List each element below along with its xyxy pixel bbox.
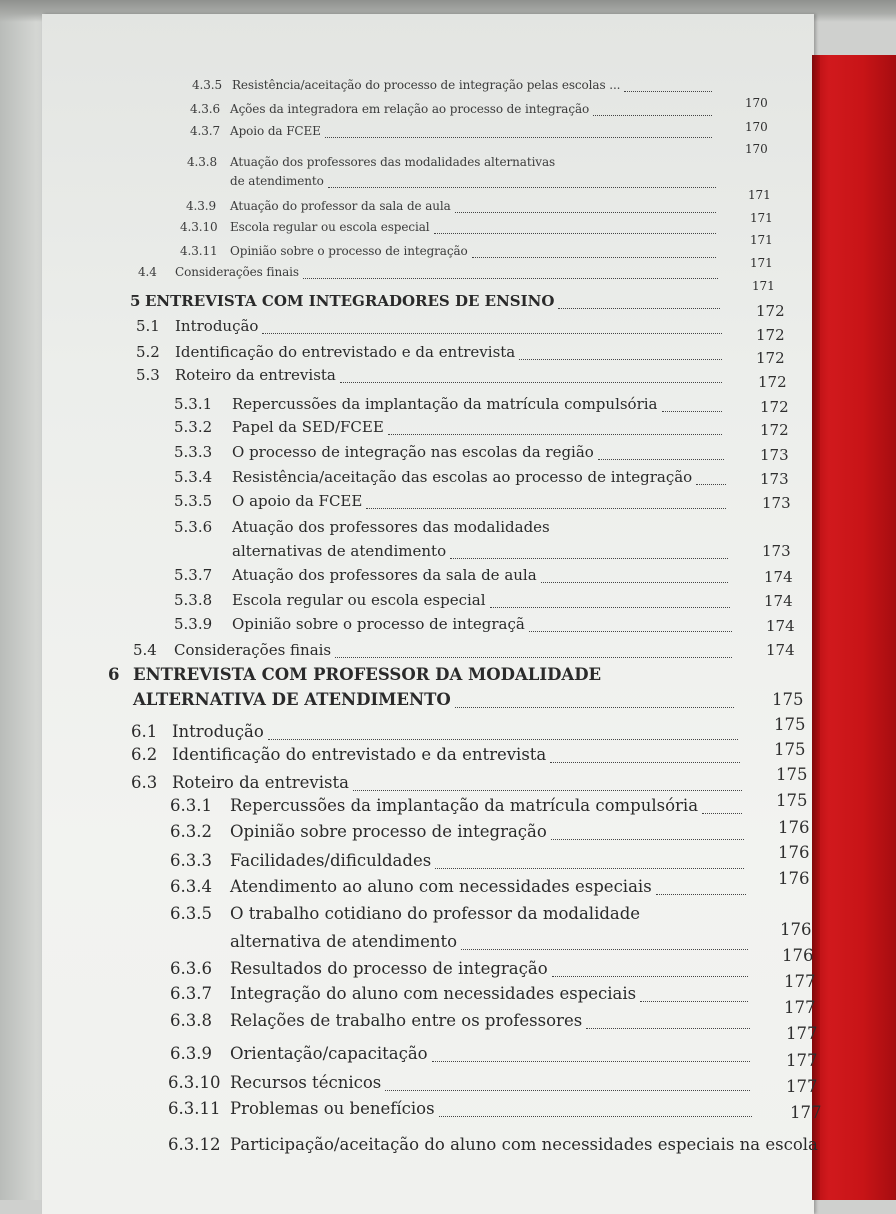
toc-entry-title: Identificação do entrevistado e da entrevista bbox=[175, 343, 516, 361]
toc-entry-number: 5 bbox=[130, 292, 141, 310]
toc-entry-title: Opinião sobre o processo de integração bbox=[230, 244, 468, 258]
toc-entry-page-number: 174 bbox=[764, 592, 793, 610]
toc-entry-number: 6.3.9 bbox=[170, 1044, 212, 1063]
toc-entry-page-number: 173 bbox=[760, 446, 789, 464]
toc-entry-page-number: 170 bbox=[745, 96, 768, 110]
toc-entry-number: 4.3.11 bbox=[180, 244, 218, 258]
toc-entry-page-number: 176 bbox=[782, 946, 814, 965]
toc-entry-number: 4.3.7 bbox=[190, 124, 221, 138]
toc-entry-page-number: 170 bbox=[745, 120, 768, 134]
toc-entry-page-number: 171 bbox=[748, 188, 771, 202]
toc-entry-number: 5.3.6 bbox=[174, 518, 213, 536]
toc-entry-title: Identificação do entrevistado e da entrevista bbox=[172, 745, 547, 764]
toc-dot-leader bbox=[268, 739, 738, 740]
toc-entry-title: Roteiro da entrevista bbox=[175, 366, 336, 384]
toc-entry-title: Introdução bbox=[172, 722, 264, 741]
toc-dot-leader bbox=[262, 333, 722, 334]
toc-entry-title: Atendimento ao aluno com necessidades especiais bbox=[230, 877, 652, 896]
toc-dot-leader bbox=[550, 762, 740, 763]
toc-dot-leader bbox=[340, 382, 722, 383]
toc-entry-page-number: 175 bbox=[776, 791, 808, 810]
toc-entry-page-number: 171 bbox=[752, 279, 775, 293]
toc-entry-title: Atuação dos professores da sala de aula bbox=[232, 566, 537, 584]
toc-dot-leader bbox=[598, 459, 724, 460]
toc-dot-leader bbox=[696, 484, 726, 485]
toc-entry-number: 5.3.7 bbox=[174, 566, 213, 584]
toc-entry-title: O trabalho cotidiano do professor da modalidade bbox=[230, 904, 641, 923]
toc-entry-page-number: 170 bbox=[745, 142, 768, 156]
toc-entry-page-number: 177 bbox=[790, 1103, 822, 1122]
toc-entry-title: O processo de integração nas escolas da região bbox=[232, 443, 594, 461]
toc-entry-number: 6 bbox=[108, 665, 120, 684]
toc-entry-title: Resultados do processo de integração bbox=[230, 959, 548, 978]
toc-entry-page-number: 177 bbox=[784, 998, 816, 1017]
toc-entry-number: 6.3.12 bbox=[168, 1135, 221, 1154]
toc-dot-leader bbox=[335, 657, 732, 658]
toc-entry-number: 5.3.9 bbox=[174, 615, 213, 633]
toc-entry-page-number: 177 bbox=[786, 1077, 818, 1096]
toc-entry-number: 5.3.3 bbox=[174, 443, 213, 461]
toc-entry-page-number: 175 bbox=[776, 765, 808, 784]
toc-entry-page-number: 174 bbox=[766, 617, 795, 635]
toc-entry-title: Participação/aceitação do aluno com necessidades especiais na escola bbox=[230, 1135, 818, 1154]
toc-entry-title: Atuação dos professores das modalidades bbox=[232, 518, 550, 536]
toc-dot-leader bbox=[434, 233, 716, 234]
toc-entry-title: O apoio da FCEE bbox=[232, 492, 363, 510]
toc-entry-page-number: 172 bbox=[758, 373, 787, 391]
toc-entry-title: Resistência/aceitação do processo de integração pelas escolas ... bbox=[232, 78, 621, 92]
toc-dot-leader bbox=[519, 359, 722, 360]
toc-entry-title: Repercussões da implantação da matrícula compulsória bbox=[230, 796, 699, 815]
toc-entry-number: 5.3.2 bbox=[174, 418, 213, 436]
toc-entry-number: 6.3.6 bbox=[170, 959, 212, 978]
toc-dot-leader bbox=[472, 257, 716, 258]
toc-dot-leader bbox=[552, 976, 748, 977]
toc-dot-leader bbox=[461, 949, 748, 950]
toc-entry-title-continuation: ALTERNATIVA DE ATENDIMENTO bbox=[133, 690, 451, 709]
toc-dot-leader bbox=[529, 631, 732, 632]
toc-entry-page-number: 173 bbox=[760, 470, 789, 488]
toc-dot-leader bbox=[450, 558, 728, 559]
toc-entry-number: 6.3.11 bbox=[168, 1099, 221, 1118]
toc-entry-number: 4.3.10 bbox=[180, 220, 218, 234]
toc-entry-number: 5.3.4 bbox=[174, 468, 213, 486]
toc-dot-leader bbox=[388, 434, 722, 435]
toc-entry-page-number: 174 bbox=[766, 641, 795, 659]
toc-entry-page-number: 176 bbox=[778, 818, 810, 837]
toc-entry-page-number: 177 bbox=[786, 1051, 818, 1070]
toc-dot-leader bbox=[328, 187, 716, 188]
toc-entry-title: Escola regular ou escola especial bbox=[232, 591, 486, 609]
toc-entry-page-number: 172 bbox=[756, 349, 785, 367]
toc-entry-page-number: 176 bbox=[778, 843, 810, 862]
toc-dot-leader bbox=[366, 508, 726, 509]
toc-entry-number: 5.3.8 bbox=[174, 591, 213, 609]
toc-entry-page-number: 175 bbox=[772, 690, 804, 709]
toc-entry-page-number: 171 bbox=[750, 211, 773, 225]
toc-entry-page-number: 175 bbox=[774, 715, 806, 734]
toc-entry-page-number: 173 bbox=[762, 542, 791, 560]
toc-entry-title-continuation: de atendimento bbox=[230, 174, 324, 188]
toc-entry-title: Repercussões da implantação da matrícula compulsória bbox=[232, 395, 658, 413]
toc-entry-number: 5.3 bbox=[136, 366, 160, 384]
toc-dot-leader bbox=[455, 212, 716, 213]
toc-dot-leader bbox=[455, 707, 734, 708]
toc-entry-title: Resistência/aceitação das escolas ao processo de integração bbox=[232, 468, 693, 486]
toc-entry-number: 4.3.5 bbox=[192, 78, 223, 92]
toc-entry-number: 4.3.8 bbox=[187, 155, 218, 169]
toc-entry-number: 4.4 bbox=[138, 265, 157, 279]
toc-entry-page-number: 176 bbox=[778, 869, 810, 888]
toc-dot-leader bbox=[656, 894, 746, 895]
toc-dot-leader bbox=[325, 137, 712, 138]
toc-entry-number: 6.3.2 bbox=[170, 822, 212, 841]
toc-entry-title: Atuação dos professores das modalidades alternativas bbox=[230, 155, 556, 169]
toc-dot-leader bbox=[624, 91, 712, 92]
toc-dot-leader bbox=[432, 1061, 750, 1062]
toc-entry-number: 4.3.6 bbox=[190, 102, 221, 116]
toc-entry-number: 5.1 bbox=[136, 317, 160, 335]
toc-entry-title: Recursos técnicos bbox=[230, 1073, 382, 1092]
toc-dot-leader bbox=[435, 868, 744, 869]
toc-entry-title: Ações da integradora em relação ao processo de integração bbox=[230, 102, 590, 116]
toc-entry-number: 6.3 bbox=[131, 773, 158, 792]
toc-entry-page-number: 176 bbox=[780, 920, 812, 939]
toc-entry-number: 5.3.1 bbox=[174, 395, 213, 413]
toc-dot-leader bbox=[439, 1116, 752, 1117]
toc-dot-leader bbox=[558, 308, 720, 309]
toc-entry-number: 6.3.8 bbox=[170, 1011, 212, 1030]
toc-entry-title: Introdução bbox=[175, 317, 259, 335]
toc-entry-title: Apoio da FCEE bbox=[230, 124, 321, 138]
toc-entry-title: ENTREVISTA COM PROFESSOR DA MODALIDADE bbox=[133, 665, 602, 684]
toc-entry-title-continuation: alternativa de atendimento bbox=[230, 932, 458, 951]
toc-entry-title-continuation: alternativas de atendimento bbox=[232, 542, 447, 560]
toc-dot-leader bbox=[640, 1001, 748, 1002]
toc-entry-title: Considerações finais bbox=[174, 641, 332, 659]
toc-entry-title: Integração do aluno com necessidades especiais bbox=[230, 984, 637, 1003]
toc-entry-number: 6.3.5 bbox=[170, 904, 212, 923]
toc-entry-page-number: 174 bbox=[764, 568, 793, 586]
toc-entry-page-number: 171 bbox=[750, 256, 773, 270]
toc-entry-number: 6.3.10 bbox=[168, 1073, 221, 1092]
toc-entry-number: 6.3.4 bbox=[170, 877, 212, 896]
toc-dot-leader bbox=[541, 582, 728, 583]
toc-entry-title: Facilidades/dificuldades bbox=[230, 851, 432, 870]
toc-dot-leader bbox=[303, 278, 718, 279]
toc-dot-leader bbox=[385, 1090, 750, 1091]
toc-entry-number: 6.2 bbox=[131, 745, 158, 764]
toc-entry-title: Problemas ou benefícios bbox=[230, 1099, 435, 1118]
toc-entry-number: 6.3.1 bbox=[170, 796, 212, 815]
toc-dot-leader bbox=[490, 607, 730, 608]
toc-entry-number: 5.3.5 bbox=[174, 492, 213, 510]
toc-entry-page-number: 171 bbox=[750, 233, 773, 247]
toc-entry-number: 5.4 bbox=[133, 641, 157, 659]
toc-entry-title: Relações de trabalho entre os professores bbox=[230, 1011, 583, 1030]
toc-entry-number: 4.3.9 bbox=[186, 199, 217, 213]
toc-dot-leader bbox=[586, 1028, 750, 1029]
toc-entry-number: 5.2 bbox=[136, 343, 160, 361]
toc-dot-leader bbox=[551, 839, 744, 840]
toc-dot-leader bbox=[353, 790, 742, 791]
toc-entry-title: Considerações finais bbox=[175, 265, 299, 279]
toc-entry-title: Papel da SED/FCEE bbox=[232, 418, 384, 436]
toc-entry-page-number: 172 bbox=[756, 302, 785, 320]
toc-entry-title: Opinião sobre processo de integração bbox=[230, 822, 547, 841]
toc-entry-page-number: 172 bbox=[760, 398, 789, 416]
toc-dot-leader bbox=[593, 115, 712, 116]
toc-entry-page-number: 177 bbox=[786, 1024, 818, 1043]
toc-entry-number: 6.3.3 bbox=[170, 851, 212, 870]
toc-entry-title: Roteiro da entrevista bbox=[172, 773, 349, 792]
toc-entry-page-number: 173 bbox=[762, 494, 791, 512]
toc-entry-page-number: 175 bbox=[774, 740, 806, 759]
toc-dot-leader bbox=[702, 813, 742, 814]
toc-entry-number: 6.3.7 bbox=[170, 984, 212, 1003]
toc-dot-leader bbox=[662, 411, 722, 412]
toc-entry-title: Opinião sobre o processo de integraçã bbox=[232, 615, 525, 633]
toc-entry-page-number: 177 bbox=[784, 972, 816, 991]
toc-entry-title: ENTREVISTA COM INTEGRADORES DE ENSINO bbox=[145, 292, 555, 310]
toc-entry-title: Orientação/capacitação bbox=[230, 1044, 428, 1063]
toc-entry-page-number: 172 bbox=[756, 326, 785, 344]
toc-entry-page-number: 172 bbox=[760, 421, 789, 439]
toc-entry-number: 6.1 bbox=[131, 722, 158, 741]
toc-entry-title: Atuação do professor da sala de aula bbox=[230, 199, 451, 213]
toc-entry-title: Escola regular ou escola especial bbox=[230, 220, 430, 234]
